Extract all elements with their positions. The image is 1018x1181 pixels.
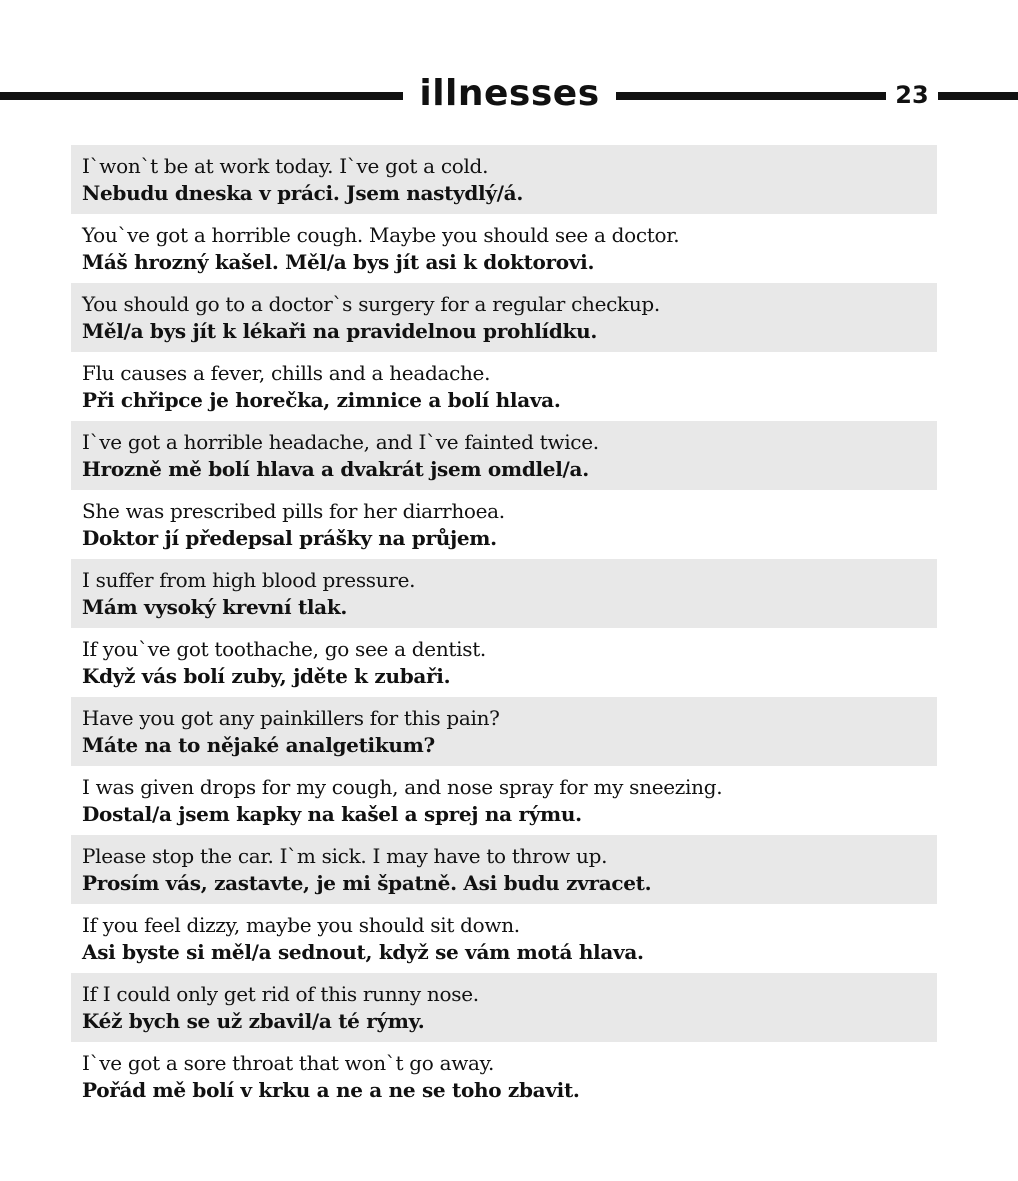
czech-translation: Nebudu dneska v práci. Jsem nastydlý/á. [82,181,523,205]
phrase-entry [71,697,937,766]
phrase-entry [71,490,937,559]
phrase-entry [71,904,937,973]
czech-translation: Máte na to nějaké analgetikum? [82,733,435,757]
english-phrase: I suffer from high blood pressure. [82,568,416,592]
phrase-entry [71,145,937,214]
page-number: 23 [895,81,929,109]
phrase-entry [71,628,937,697]
phrase-entry [71,214,937,283]
english-phrase: If you feel dizzy, maybe you should sit down. [82,913,520,937]
czech-translation: Při chřipce je horečka, zimnice a bolí hlava. [82,388,561,412]
header-rule-middle [616,92,886,100]
header-rule-left [0,92,403,100]
czech-translation: Dostal/a jsem kapky na kašel a sprej na rýmu. [82,802,582,826]
phrase-entry [71,283,937,352]
english-phrase: I`ve got a sore throat that won`t go away. [82,1051,495,1075]
english-phrase: You`ve got a horrible cough. Maybe you should see a doctor. [82,223,680,247]
english-phrase: I`ve got a horrible headache, and I`ve fainted twice. [82,430,599,454]
czech-translation: Kéž bych se už zbavil/a té rýmy. [82,1009,425,1033]
czech-translation: Hrozně mě bolí hlava a dvakrát jsem omdlel/a. [82,457,589,481]
english-phrase: She was prescribed pills for her diarrhoea. [82,499,505,523]
czech-translation: Máš hrozný kašel. Měl/a bys jít asi k doktorovi. [82,250,595,274]
english-phrase: If you`ve got toothache, go see a dentist. [82,637,486,661]
czech-translation: Když vás bolí zuby, jděte k zubaři. [82,664,451,688]
czech-translation: Prosím vás, zastavte, je mi špatně. Asi budu zvracet. [82,871,652,895]
phrase-list [71,145,937,1111]
phrase-entry [71,1042,937,1111]
phrase-entry [71,421,937,490]
czech-translation: Měl/a bys jít k lékaři na pravidelnou prohlídku. [82,319,598,343]
english-phrase: You should go to a doctor`s surgery for a regular checkup. [82,292,660,316]
phrase-entry [71,766,937,835]
czech-translation: Pořád mě bolí v krku a ne a ne se toho zbavit. [82,1078,580,1102]
english-phrase: I was given drops for my cough, and nose spray for my sneezing. [82,775,723,799]
english-phrase: Flu causes a fever, chills and a headache. [82,361,491,385]
czech-translation: Doktor jí předepsal prášky na průjem. [82,526,497,550]
phrase-entry [71,559,937,628]
english-phrase: Have you got any painkillers for this pain? [82,706,500,730]
page-header [0,70,1018,120]
page-title: illnesses [419,73,600,114]
phrase-entry [71,973,937,1042]
phrase-entry [71,835,937,904]
header-rule-right [938,92,1018,100]
english-phrase: I`won`t be at work today. I`ve got a cold. [82,154,489,178]
english-phrase: Please stop the car. I`m sick. I may have to throw up. [82,844,608,868]
czech-translation: Mám vysoký krevní tlak. [82,595,348,619]
english-phrase: If I could only get rid of this runny nose. [82,982,479,1006]
czech-translation: Asi byste si měl/a sednout, když se vám motá hlava. [82,940,644,964]
phrase-entry [71,352,937,421]
